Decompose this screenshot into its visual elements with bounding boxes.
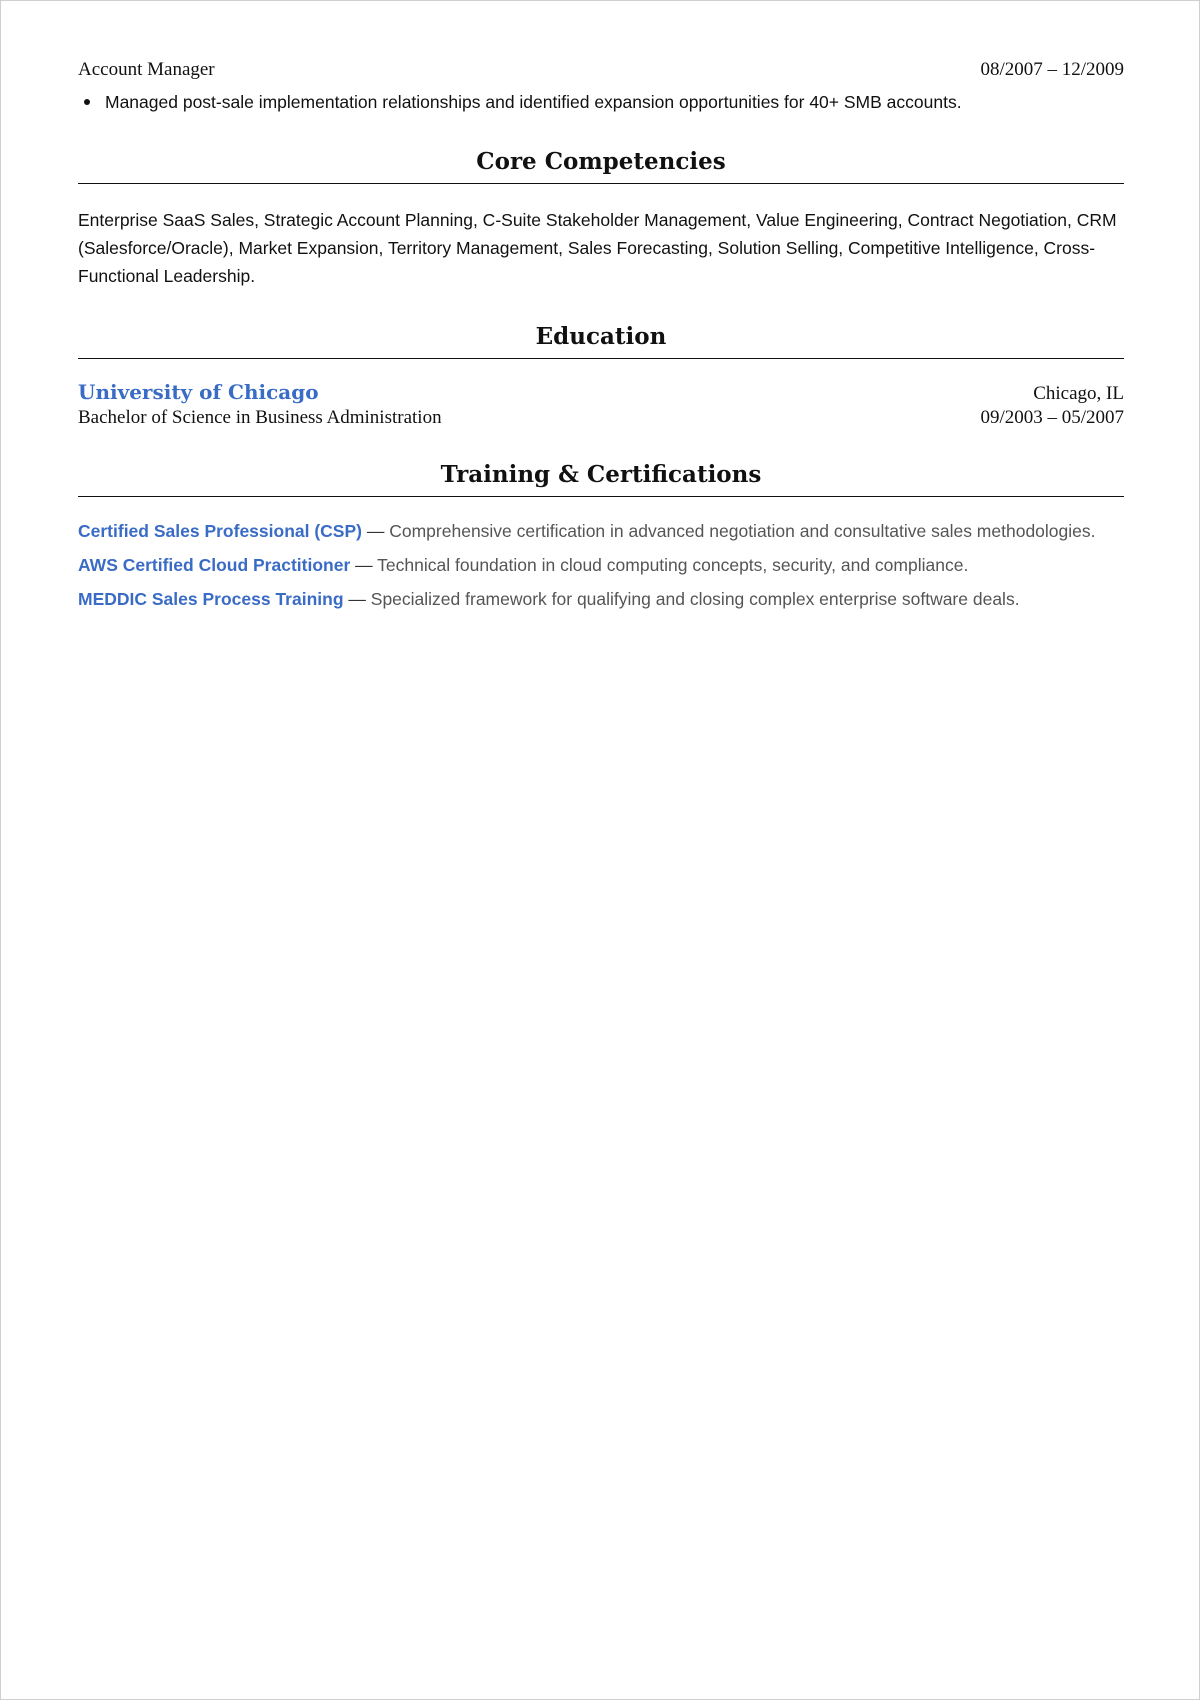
education-entry	[78, 379, 1124, 430]
education-school-row	[78, 379, 1124, 406]
certification-description: Comprehensive certification in advanced negotiation and consultative sales methodologies.	[389, 521, 1096, 541]
job-title: Account Manager	[78, 59, 215, 80]
education-dates: 09/2003 – 05/2007	[980, 407, 1124, 428]
certification-item	[78, 519, 1124, 543]
certification-separator: —	[366, 521, 390, 541]
certification-description: Technical foundation in cloud computing concepts, security, and compliance.	[377, 555, 969, 575]
certification-item	[78, 587, 1124, 611]
job-dates: 08/2007 – 12/2009	[980, 59, 1124, 80]
certification-separator: —	[355, 555, 378, 575]
training-heading: Training & Certifications	[78, 460, 1124, 497]
core-competencies-heading: Core Competencies	[78, 147, 1124, 184]
resume-content	[78, 57, 1124, 621]
job-header	[78, 57, 1124, 83]
job-bullet: Managed post-sale implementation relationships and identified expansion opportunities for 40+ SMB accounts.	[105, 89, 1124, 115]
school-name: University of Chicago	[78, 380, 319, 404]
degree: Bachelor of Science in Business Administration	[78, 407, 442, 428]
school-location: Chicago, IL	[1033, 383, 1124, 404]
certification-list	[78, 519, 1124, 611]
certification-item	[78, 553, 1124, 577]
certification-name: MEDDIC Sales Process Training	[78, 589, 344, 609]
education-degree-row	[78, 406, 1124, 430]
certification-name: AWS Certified Cloud Practitioner	[78, 555, 351, 575]
certification-separator: —	[348, 589, 371, 609]
education-heading: Education	[78, 322, 1124, 359]
certification-description: Specialized framework for qualifying and closing complex enterprise software deals.	[370, 589, 1020, 609]
core-competencies-text: Enterprise SaaS Sales, Strategic Account Planning, C-Suite Stakeholder Management, Value Engineering, Contract Negotiation, CRM (Salesforce/Oracle), Market Expansion, Territory Management, Sales Forecasting, Solution Selling, Competitive Intelligence, Cross-Functional Leadership.	[78, 210, 1117, 286]
certification-name: Certified Sales Professional (CSP)	[78, 521, 362, 541]
job-bullet-list	[78, 89, 1124, 115]
